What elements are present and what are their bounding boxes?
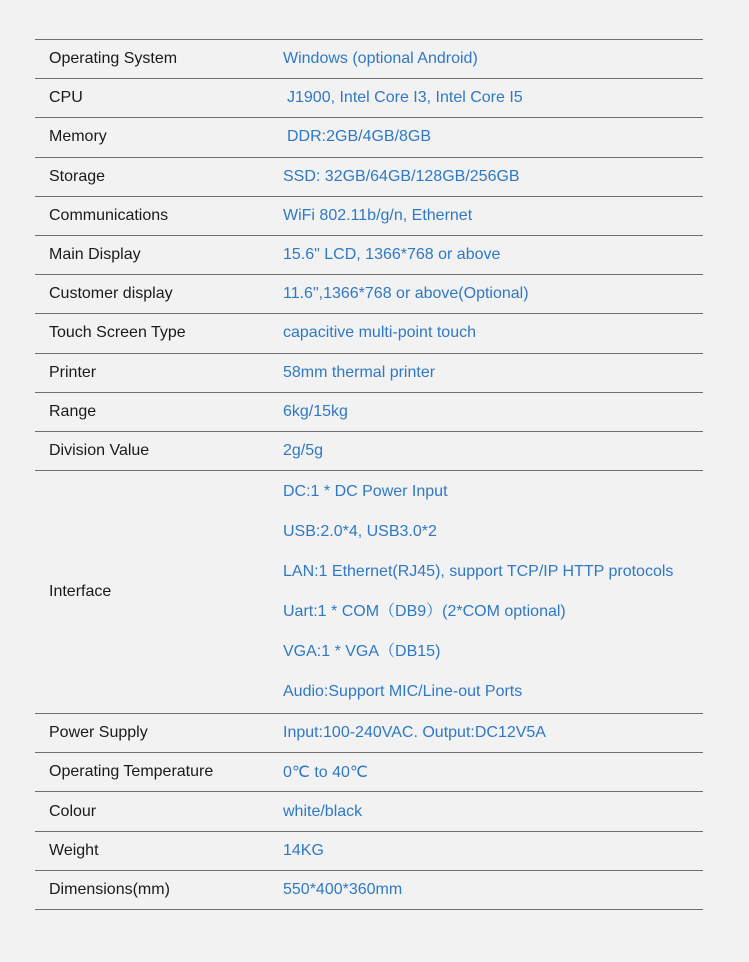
spec-label: Operating System (49, 50, 178, 68)
interface-line: DC:1 * DC Power Input (283, 482, 448, 500)
spec-label: Colour (49, 802, 97, 820)
spec-row-cpu (35, 79, 703, 118)
spec-row-touch-screen-type (35, 314, 703, 353)
spec-row-division-value (35, 432, 703, 471)
spec-row-operating-temperature (35, 753, 703, 792)
spec-label: Printer (49, 363, 97, 381)
spec-value: 14KG (283, 841, 324, 859)
spec-label: Memory (49, 128, 107, 146)
spec-value: white/black (283, 802, 363, 820)
spec-label: Power Supply (49, 724, 148, 742)
spec-row-storage (35, 158, 703, 197)
spec-row-customer-display (35, 275, 703, 314)
spec-row-operating-system (35, 40, 703, 79)
spec-label: Customer display (49, 285, 173, 303)
spec-label: Range (49, 402, 97, 420)
spec-label: Main Display (49, 246, 141, 264)
spec-label: Touch Screen Type (49, 324, 186, 342)
spec-label: Interface (49, 583, 112, 601)
spec-value: DDR:2GB/4GB/8GB (287, 128, 432, 146)
spec-row-communications (35, 197, 703, 236)
spec-value: SSD: 32GB/64GB/128GB/256GB (283, 167, 520, 185)
interface-line: VGA:1 * VGA（DB15) (283, 643, 441, 661)
spec-value: 15.6" LCD, 1366*768 or above (283, 246, 501, 264)
spec-value: WiFi 802.11b/g/n, Ethernet (283, 206, 473, 224)
spec-value: capacitive multi-point touch (283, 324, 476, 342)
spec-row-memory (35, 118, 703, 157)
interface-line: USB:2.0*4, USB3.0*2 (283, 522, 437, 540)
spec-row-printer (35, 354, 703, 393)
interface-line: Uart:1 * COM（DB9）(2*COM optional) (283, 603, 566, 621)
spec-label: CPU (49, 89, 83, 107)
spec-label: Communications (49, 206, 169, 224)
spec-row-range (35, 393, 703, 432)
spec-value: J1900, Intel Core I3, Intel Core I5 (287, 89, 523, 107)
spec-label: Division Value (49, 441, 150, 459)
interface-value-list (283, 472, 703, 713)
spec-value: 6kg/15kg (283, 402, 348, 420)
spec-value: 550*400*360mm (283, 880, 403, 898)
spec-value: Input:100-240VAC. Output:DC12V5A (283, 724, 546, 742)
spec-label: Operating Temperature (49, 763, 214, 781)
spec-row-main-display (35, 236, 703, 275)
spec-value: 2g/5g (283, 441, 324, 459)
spec-row-colour (35, 792, 703, 831)
spec-row-interface (35, 471, 703, 714)
spec-value: 58mm thermal printer (283, 363, 436, 381)
spec-label: Weight (49, 841, 99, 859)
interface-line: LAN:1 Ethernet(RJ45), support TCP/IP HTTP protocols (283, 562, 674, 580)
interface-line: Audio:Support MIC/Line-out Ports (283, 683, 523, 701)
spec-label: Storage (49, 167, 106, 185)
spec-value: Windows (optional Android) (283, 50, 478, 68)
spec-value: 0℃ to 40℃ (283, 764, 368, 782)
spec-label: Dimensions(mm) (49, 880, 170, 898)
spec-row-weight (35, 832, 703, 871)
spec-row-dimensions (35, 871, 703, 910)
spec-table (35, 39, 703, 910)
spec-row-power-supply (35, 714, 703, 753)
spec-value: 11.6",1366*768 or above(Optional) (283, 285, 529, 303)
